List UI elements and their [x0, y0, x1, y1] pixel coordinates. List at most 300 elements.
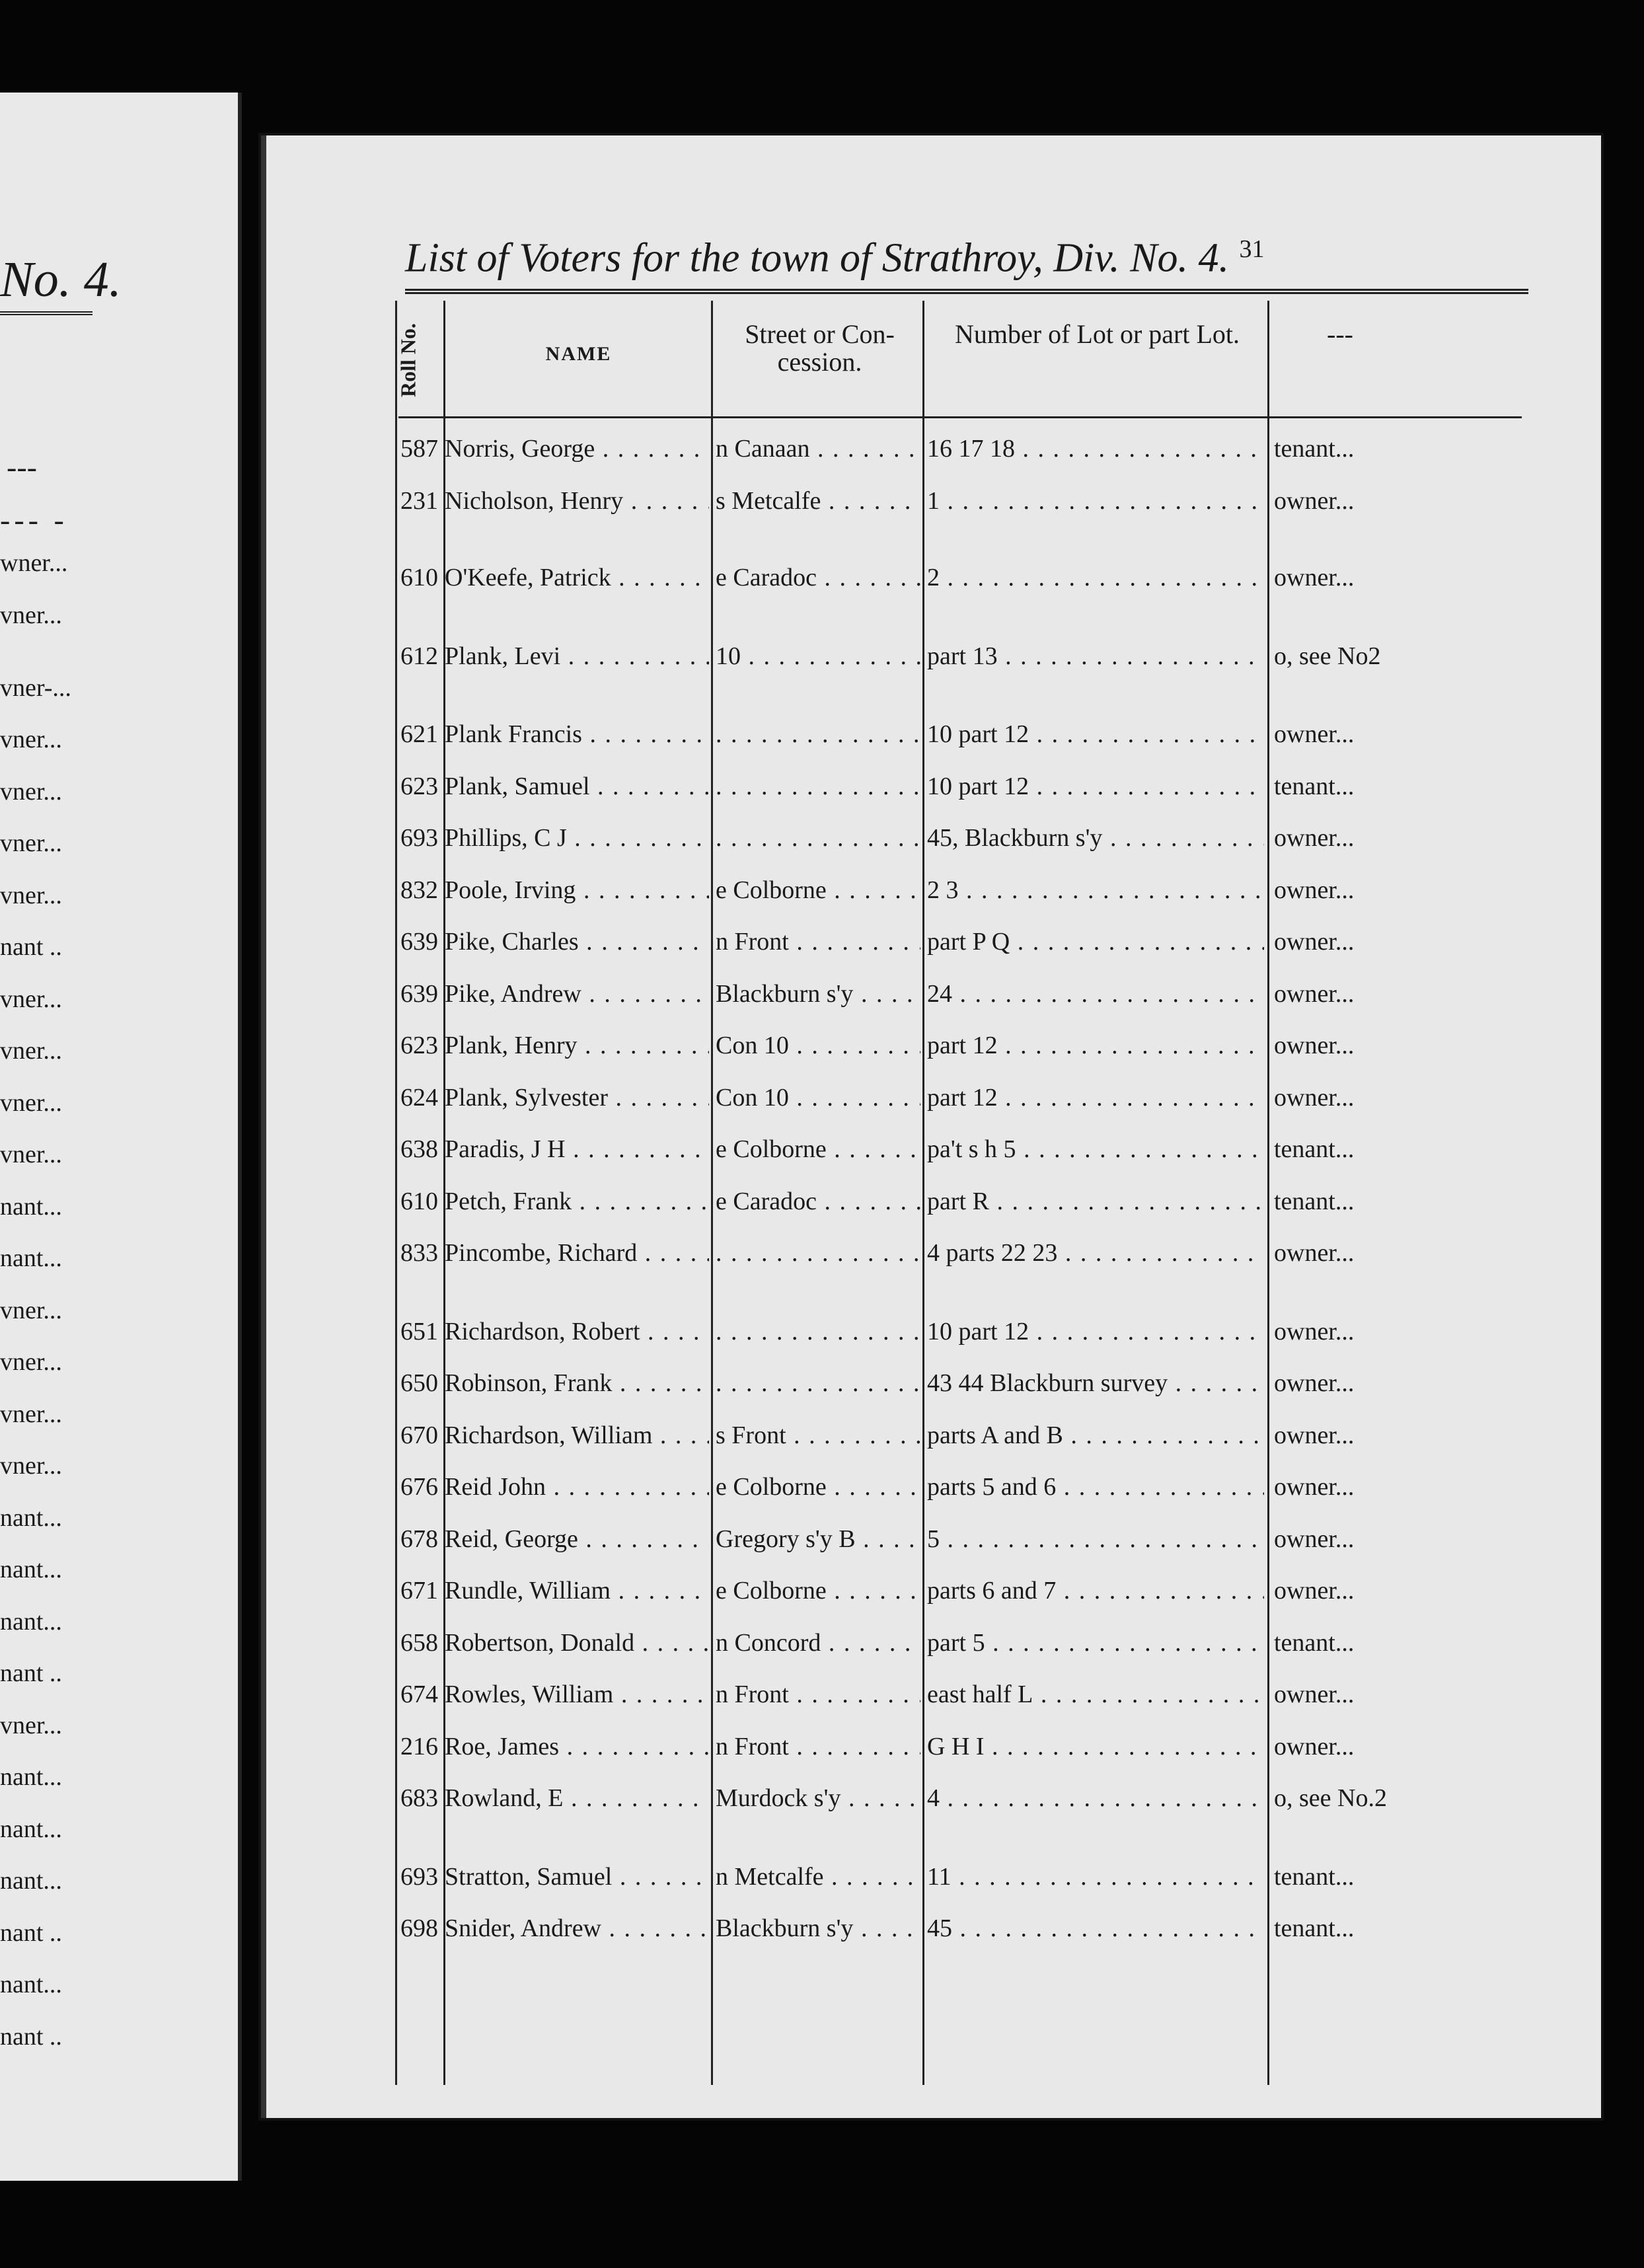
- table-row: [266, 1461, 1601, 1513]
- table-row: [266, 864, 1601, 916]
- street-cell-text: n Concord: [716, 1628, 821, 1657]
- street-cell-text: Con 10: [716, 1083, 789, 1112]
- roll-cell: [385, 1721, 438, 1772]
- street-cell: [716, 1851, 920, 1903]
- roll-cell-text: 693: [400, 1862, 438, 1891]
- table-row: [266, 1410, 1601, 1461]
- table-row: [266, 1669, 1601, 1720]
- roll-cell-text: 610: [400, 1187, 438, 1215]
- table-row: [266, 1306, 1601, 1357]
- name-cell: [445, 864, 709, 916]
- name-cell-text: Richardson, Robert: [445, 1317, 640, 1345]
- lot-cell-text: parts 6 and 7: [927, 1577, 1057, 1605]
- lot-cell-text: part 12: [927, 1032, 998, 1059]
- lot-cell: [927, 761, 1264, 812]
- street-cell: [716, 1020, 920, 1071]
- roll-cell: [385, 1072, 438, 1123]
- status-cell-text: owner...: [1274, 1732, 1355, 1760]
- name-cell-text: Snider, Andrew: [445, 1914, 601, 1942]
- roll-cell-text: 671: [400, 1577, 438, 1605]
- previous-page-status: nant...: [0, 1607, 62, 1636]
- street-cell-text: n Front: [716, 1681, 789, 1708]
- table-row: [266, 1721, 1601, 1772]
- roll-cell-text: 650: [400, 1369, 438, 1397]
- name-cell-text: Plank Francis: [445, 720, 582, 748]
- lot-cell: [927, 864, 1264, 916]
- status-cell-text: tenant...: [1274, 1628, 1355, 1657]
- status-cell-text: owner...: [1274, 486, 1355, 515]
- street-cell-text: Con 10: [716, 1032, 789, 1059]
- name-cell-text: Plank, Henry: [445, 1032, 578, 1059]
- previous-page-status: vner...: [0, 1037, 62, 1065]
- street-cell-text: e Caradoc: [716, 1187, 817, 1215]
- previous-page-status: nant...: [0, 1815, 62, 1843]
- previous-page-header-dash: ---: [7, 450, 37, 484]
- previous-page-status: vner...: [0, 1296, 62, 1324]
- name-cell-text: Reid, George: [445, 1525, 578, 1553]
- name-cell: [445, 1721, 709, 1772]
- previous-page-status: vner...: [0, 1711, 62, 1739]
- name-cell-text: Petch, Frank: [445, 1187, 572, 1215]
- table-row: [266, 1357, 1601, 1409]
- lot-cell: [927, 552, 1264, 603]
- lot-cell-text: G H I: [927, 1732, 985, 1760]
- roll-cell-text: 621: [400, 720, 438, 748]
- status-cell: [1274, 1903, 1406, 1954]
- lot-cell-text: 1: [927, 486, 940, 515]
- street-cell: [716, 1123, 920, 1175]
- name-cell-text: Robertson, Donald: [445, 1628, 635, 1657]
- status-cell-text: owner...: [1274, 1577, 1355, 1605]
- lot-cell: [927, 1513, 1264, 1565]
- street-cell: [716, 1410, 920, 1461]
- street-cell: [716, 1306, 920, 1357]
- table-row: [266, 761, 1601, 812]
- lot-cell: [927, 630, 1264, 682]
- lot-cell: [927, 812, 1264, 864]
- status-cell-text: owner...: [1274, 824, 1355, 852]
- previous-page-status: vner...: [0, 1348, 62, 1376]
- roll-cell: [385, 423, 438, 474]
- name-cell-text: Pike, Charles: [445, 928, 579, 956]
- street-cell: [716, 1072, 920, 1123]
- table-row: [266, 1020, 1601, 1071]
- status-cell-text: owner...: [1274, 928, 1355, 956]
- street-cell: [716, 1513, 920, 1565]
- roll-cell: [385, 475, 438, 527]
- previous-page-status: vner...: [0, 777, 62, 806]
- table-row: [266, 1772, 1601, 1824]
- lot-cell: [927, 1357, 1264, 1409]
- name-cell: [445, 552, 709, 603]
- status-cell-text: owner...: [1274, 1525, 1355, 1553]
- status-cell: [1274, 864, 1406, 916]
- name-cell: [445, 1772, 709, 1824]
- previous-page-status: vner...: [0, 1400, 62, 1428]
- roll-cell-text: 612: [400, 642, 438, 670]
- name-cell: [445, 475, 709, 527]
- name-cell: [445, 1020, 709, 1071]
- roll-cell: [385, 1565, 438, 1616]
- roll-cell: [385, 1513, 438, 1565]
- table-row: [266, 1565, 1601, 1616]
- street-cell-text: 10: [716, 642, 741, 670]
- table-row: [266, 552, 1601, 603]
- name-cell-text: Plank, Sylvester: [445, 1083, 608, 1112]
- status-cell: [1274, 1513, 1406, 1565]
- status-cell: [1274, 1410, 1406, 1461]
- roll-cell-text: 670: [400, 1421, 438, 1449]
- roll-cell-text: 832: [400, 876, 438, 904]
- table-row: [266, 1617, 1601, 1669]
- previous-page-status: nant...: [0, 1763, 62, 1791]
- name-cell-text: Roe, James: [445, 1732, 560, 1760]
- roll-cell: [385, 1410, 438, 1461]
- street-cell: [716, 1721, 920, 1772]
- lot-cell-text: 2 3: [927, 876, 959, 904]
- header-rule: [398, 416, 1522, 418]
- table-row: [266, 1176, 1601, 1227]
- street-cell: [716, 1669, 920, 1720]
- table-row: [266, 1903, 1601, 1954]
- status-cell: [1274, 1721, 1406, 1772]
- lot-cell: [927, 916, 1264, 967]
- name-cell: [445, 1227, 709, 1279]
- previous-page-status: nant ..: [0, 1659, 62, 1687]
- status-cell-text: o, see No2: [1274, 642, 1381, 670]
- roll-cell-text: 639: [400, 928, 438, 956]
- page-number: 31: [1239, 235, 1265, 263]
- roll-cell-text: 610: [400, 564, 438, 591]
- roll-cell-text: 683: [400, 1784, 438, 1812]
- previous-page-status: vner...: [0, 1452, 62, 1480]
- previous-page-status: nant ..: [0, 2022, 62, 2051]
- lot-cell: [927, 1772, 1264, 1824]
- status-cell: [1274, 916, 1406, 967]
- name-cell-text: Phillips, C J: [445, 824, 567, 852]
- status-cell: [1274, 552, 1406, 603]
- status-cell-text: tenant...: [1274, 772, 1355, 800]
- lot-cell-text: 10 part 12: [927, 1317, 1029, 1345]
- roll-cell: [385, 968, 438, 1020]
- previous-page-status: vner...: [0, 829, 62, 857]
- name-cell-text: Pincombe, Richard: [445, 1239, 638, 1267]
- name-cell: [445, 812, 709, 864]
- status-cell: [1274, 1617, 1406, 1669]
- roll-cell-text: 638: [400, 1135, 438, 1163]
- lot-cell-text: part 12: [927, 1083, 998, 1112]
- lot-cell-text: 45, Blackburn s'y: [927, 824, 1103, 852]
- roll-cell: [385, 1357, 438, 1409]
- status-cell: [1274, 1176, 1406, 1227]
- status-cell: [1274, 1227, 1406, 1279]
- previous-page-fragment: [0, 93, 242, 2181]
- lot-cell-text: 10 part 12: [927, 720, 1029, 748]
- street-cell-text: Blackburn s'y: [716, 1914, 854, 1942]
- table-row: [266, 1123, 1601, 1175]
- street-cell-text: e Colborne: [716, 1577, 827, 1605]
- roll-cell-text: 623: [400, 1032, 438, 1059]
- status-cell: [1274, 1851, 1406, 1903]
- lot-cell: [927, 1903, 1264, 1954]
- street-cell-text: Gregory s'y B: [716, 1525, 856, 1553]
- name-cell-text: Richardson, William: [445, 1421, 653, 1449]
- previous-page-status: vner...: [0, 985, 62, 1013]
- table-row: [266, 475, 1601, 527]
- status-cell: [1274, 1357, 1406, 1409]
- name-cell-text: Rundle, William: [445, 1577, 611, 1605]
- lot-cell: [927, 475, 1264, 527]
- name-cell: [445, 708, 709, 760]
- status-cell-text: o, see No.2: [1274, 1784, 1387, 1812]
- status-cell: [1274, 1669, 1406, 1720]
- status-cell-text: owner...: [1274, 1083, 1355, 1112]
- status-cell: [1274, 1072, 1406, 1123]
- roll-cell-text: 674: [400, 1681, 438, 1708]
- name-cell-text: Paradis, J H: [445, 1135, 566, 1163]
- street-cell-text: e Colborne: [716, 876, 827, 904]
- roll-cell: [385, 916, 438, 967]
- status-cell: [1274, 1306, 1406, 1357]
- roll-cell-text: 231: [400, 486, 438, 515]
- status-cell: [1274, 475, 1406, 527]
- name-cell-text: Rowles, William: [445, 1681, 614, 1708]
- previous-page-status: nant ..: [0, 933, 62, 961]
- status-cell: [1274, 1123, 1406, 1175]
- street-cell-text: n Front: [716, 1732, 789, 1760]
- lot-cell: [927, 1617, 1264, 1669]
- table-row: [266, 1513, 1601, 1565]
- street-cell-text: e Colborne: [716, 1473, 827, 1501]
- name-cell: [445, 423, 709, 474]
- roll-cell: [385, 1227, 438, 1279]
- lot-cell-text: 24: [927, 979, 952, 1008]
- lot-cell-text: 11: [927, 1862, 952, 1891]
- lot-cell-text: 45: [927, 1914, 952, 1942]
- name-cell-text: Pike, Andrew: [445, 979, 581, 1008]
- name-cell: [445, 1461, 709, 1513]
- street-cell: [716, 1617, 920, 1669]
- roll-cell-text: 693: [400, 824, 438, 852]
- status-cell: [1274, 1772, 1406, 1824]
- name-cell: [445, 968, 709, 1020]
- previous-page-status: nant...: [0, 1867, 62, 1895]
- street-cell: [716, 1461, 920, 1513]
- lot-cell: [927, 708, 1264, 760]
- table-row: [266, 916, 1601, 967]
- status-cell: [1274, 968, 1406, 1020]
- roll-cell: [385, 1123, 438, 1175]
- previous-page-status: vner...: [0, 601, 62, 629]
- lot-cell-text: part 13: [927, 642, 998, 670]
- previous-page-rule: --- -: [0, 503, 68, 537]
- previous-page-status: nant ..: [0, 1918, 62, 1947]
- previous-page-status: nant...: [0, 1192, 62, 1221]
- previous-page-status: nant...: [0, 1503, 62, 1532]
- roll-cell-text: 658: [400, 1628, 438, 1657]
- street-cell: [716, 423, 920, 474]
- lot-cell: [927, 1020, 1264, 1071]
- roll-cell-text: 676: [400, 1473, 438, 1501]
- roll-cell: [385, 1461, 438, 1513]
- street-cell: [716, 1357, 920, 1409]
- status-cell-text: tenant...: [1274, 435, 1355, 463]
- status-cell-text: tenant...: [1274, 1187, 1355, 1215]
- street-cell-text: n Metcalfe: [716, 1862, 824, 1891]
- roll-cell: [385, 1772, 438, 1824]
- roll-cell: [385, 864, 438, 916]
- roll-cell-text: 587: [400, 435, 438, 463]
- lot-cell: [927, 1306, 1264, 1357]
- previous-page-status: vner...: [0, 1088, 62, 1117]
- header-street: Street or Con- cession.: [745, 319, 895, 377]
- roll-cell-text: 216: [400, 1732, 438, 1760]
- lot-cell-text: east half L: [927, 1681, 1033, 1708]
- lot-cell-text: 43 44 Blackburn survey: [927, 1369, 1168, 1397]
- name-cell-text: O'Keefe, Patrick: [445, 564, 611, 591]
- header-roll-no: Roll No.: [396, 323, 420, 397]
- status-cell-text: owner...: [1274, 1369, 1355, 1397]
- page-title: [405, 235, 1528, 294]
- roll-cell-text: 639: [400, 979, 438, 1008]
- roll-cell: [385, 1176, 438, 1227]
- previous-page-status: vner...: [0, 881, 62, 909]
- name-cell: [445, 1176, 709, 1227]
- status-cell: [1274, 761, 1406, 812]
- name-cell-text: Norris, George: [445, 435, 595, 463]
- name-cell-text: Stratton, Samuel: [445, 1862, 613, 1891]
- status-cell-text: owner...: [1274, 876, 1355, 904]
- table-row: [266, 968, 1601, 1020]
- street-cell: [716, 812, 920, 864]
- status-cell: [1274, 1565, 1406, 1616]
- lot-cell-text: 2: [927, 564, 940, 591]
- name-cell: [445, 1617, 709, 1669]
- street-cell: [716, 1903, 920, 1954]
- name-cell: [445, 1306, 709, 1357]
- previous-page-heading: No. 4.: [0, 251, 93, 315]
- roll-cell: [385, 1669, 438, 1720]
- roll-cell: [385, 1617, 438, 1669]
- lot-cell-text: 4: [927, 1784, 940, 1812]
- status-cell-text: owner...: [1274, 1473, 1355, 1501]
- name-cell-text: Robinson, Frank: [445, 1369, 613, 1397]
- lot-cell: [927, 1721, 1264, 1772]
- name-cell: [445, 630, 709, 682]
- status-cell: [1274, 1461, 1406, 1513]
- street-cell: [716, 1176, 920, 1227]
- voters-list-page: [261, 135, 1601, 2118]
- name-cell: [445, 1410, 709, 1461]
- roll-cell: [385, 552, 438, 603]
- status-cell-text: tenant...: [1274, 1862, 1355, 1891]
- lot-cell-text: 10 part 12: [927, 772, 1029, 800]
- street-cell: [716, 475, 920, 527]
- lot-cell-text: part P Q: [927, 928, 1010, 956]
- previous-page-status: vner-...: [0, 673, 71, 702]
- roll-cell: [385, 708, 438, 760]
- roll-cell-text: 833: [400, 1239, 438, 1267]
- street-cell: [716, 1227, 920, 1279]
- lot-cell: [927, 1123, 1264, 1175]
- roll-cell: [385, 1903, 438, 1954]
- street-cell: [716, 552, 920, 603]
- lot-cell: [927, 1669, 1264, 1720]
- lot-cell: [927, 1410, 1264, 1461]
- name-cell: [445, 1851, 709, 1903]
- roll-cell-text: 698: [400, 1914, 438, 1942]
- name-cell: [445, 1903, 709, 1954]
- header-status: ---: [1327, 319, 1353, 349]
- street-cell: [716, 1772, 920, 1824]
- street-cell: [716, 630, 920, 682]
- status-cell: [1274, 630, 1406, 682]
- status-cell-text: owner...: [1274, 564, 1355, 591]
- table-row: [266, 423, 1601, 474]
- street-cell-text: n Front: [716, 928, 789, 956]
- status-cell: [1274, 1020, 1406, 1071]
- roll-cell-text: 678: [400, 1525, 438, 1553]
- table-row: [266, 708, 1601, 760]
- status-cell: [1274, 708, 1406, 760]
- lot-cell-text: part 5: [927, 1628, 985, 1657]
- lot-cell: [927, 423, 1264, 474]
- name-cell-text: Rowland, E: [445, 1784, 564, 1812]
- street-cell-text: Blackburn s'y: [716, 979, 854, 1008]
- previous-page-status: nant...: [0, 1244, 62, 1272]
- name-cell: [445, 1072, 709, 1123]
- table-row: [266, 1227, 1601, 1279]
- lot-cell: [927, 1565, 1264, 1616]
- lot-cell-text: 16 17 18: [927, 435, 1015, 463]
- previous-page-status: nant...: [0, 1971, 62, 1998]
- status-cell-text: owner...: [1274, 979, 1355, 1008]
- roll-cell-text: 623: [400, 772, 438, 800]
- lot-cell-text: 5: [927, 1525, 940, 1553]
- lot-cell: [927, 1072, 1264, 1123]
- lot-cell-text: 4 parts 22 23: [927, 1239, 1058, 1267]
- status-cell-text: owner...: [1274, 1421, 1355, 1449]
- status-cell-text: owner...: [1274, 1681, 1355, 1708]
- status-cell-text: owner...: [1274, 1239, 1355, 1267]
- page-title-text: List of Voters for the town of Strathroy, Div. No. 4.: [405, 235, 1229, 281]
- status-cell: [1274, 423, 1406, 474]
- previous-page-status: vner...: [0, 1141, 62, 1168]
- lot-cell: [927, 1176, 1264, 1227]
- status-cell-text: owner...: [1274, 1032, 1355, 1059]
- street-cell-text: s Metcalfe: [716, 486, 821, 515]
- previous-page-status: wner...: [0, 549, 68, 577]
- roll-cell: [385, 761, 438, 812]
- lot-cell: [927, 1851, 1264, 1903]
- lot-cell: [927, 1461, 1264, 1513]
- roll-cell: [385, 1851, 438, 1903]
- street-cell-text: n Canaan: [716, 435, 810, 463]
- lot-cell: [927, 1227, 1264, 1279]
- roll-cell: [385, 1306, 438, 1357]
- name-cell: [445, 1123, 709, 1175]
- name-cell: [445, 1357, 709, 1409]
- name-cell-text: Reid John: [445, 1473, 546, 1501]
- header-lot: Number of Lot or part Lot.: [955, 319, 1240, 349]
- street-cell-text: e Caradoc: [716, 564, 817, 591]
- street-cell-text: s Front: [716, 1421, 786, 1449]
- street-cell: [716, 968, 920, 1020]
- lot-cell-text: parts A and B: [927, 1421, 1063, 1449]
- previous-page-status: nant...: [0, 1556, 62, 1583]
- lot-cell: [927, 968, 1264, 1020]
- table-row: [266, 630, 1601, 682]
